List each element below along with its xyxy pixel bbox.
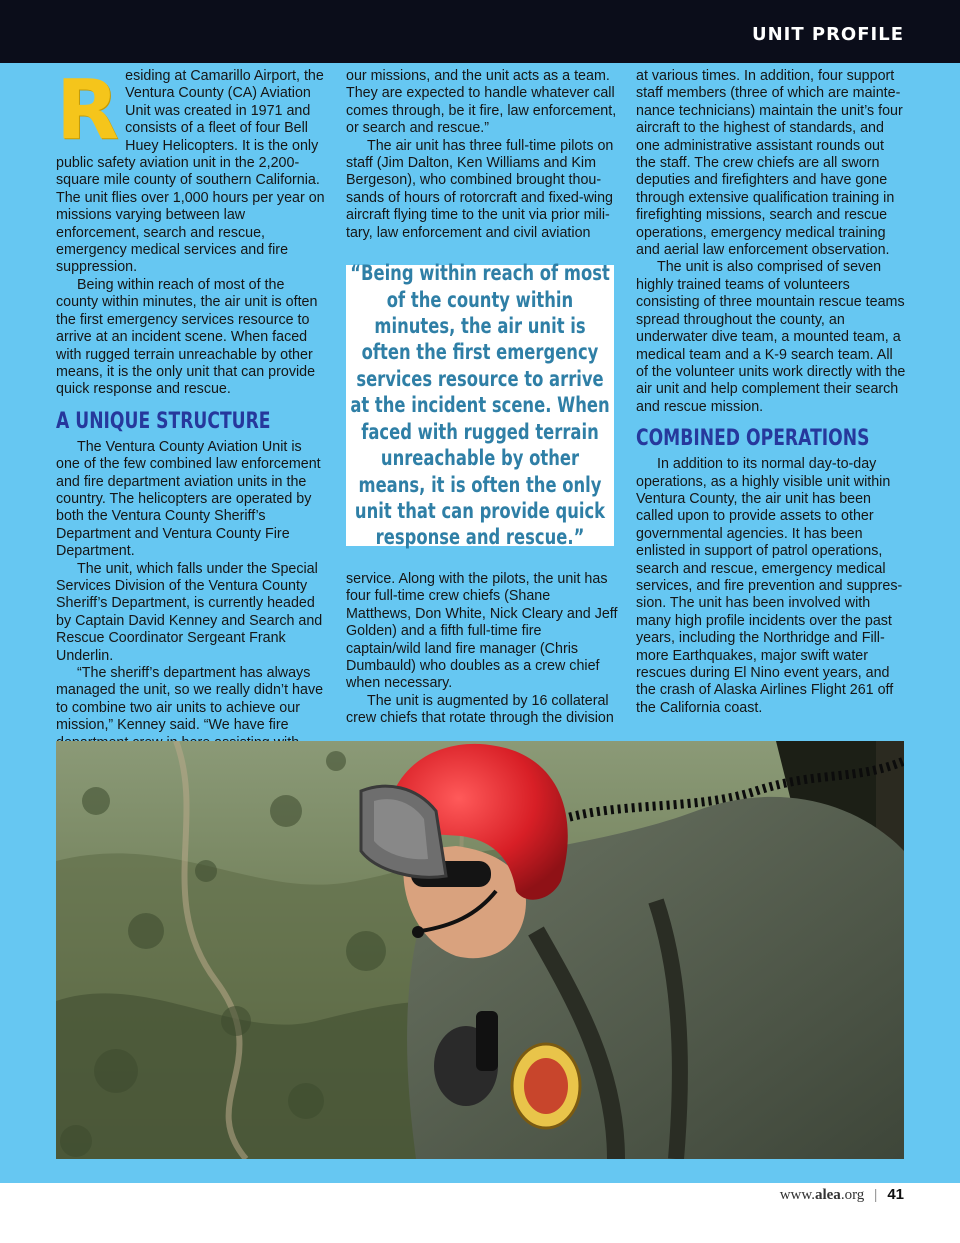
paragraph: Being within reach of most of the county within minutes, the air unit is often the first emergency services resource to arrive at an incident scene. When faced with rugged terrain unreachable by other means, it is the only unit that can provide quick response and rescue. bbox=[56, 276, 318, 398]
lead-paragraph-text: esiding at Camarillo Airport, the Ventura County (CA) Aviation Unit was created in 1971 and consists of a fleet of four Bell Huey Helicopters. It is the only public safety aviation unit in the 2,200-square mile county of southern California. The unit flies over 1,000 hours per year on missions varying between law enforcement, search and rescue, emergency medical services and fire suppression. bbox=[56, 68, 325, 276]
paragraph: The unit, which falls under the Special Services Division of the Ventura County Sheriff’s Department, is currently headed by Captain David Kenney and Search and Rescue Coordinator Sergeant Frank Underlin. bbox=[56, 560, 323, 664]
article-column-1 bbox=[56, 63, 326, 752]
drop-cap: R bbox=[56, 63, 120, 158]
article-column-3 bbox=[636, 68, 906, 717]
paragraph: The unit is augmented by 16 collateral crew chiefs that rotate through the division bbox=[346, 692, 614, 727]
section-label: UNIT PROFILE bbox=[751, 24, 904, 45]
footer-url-domain: alea bbox=[814, 1187, 841, 1203]
lead-paragraph bbox=[56, 63, 326, 277]
header-bar bbox=[0, 0, 960, 63]
paragraph: The unit is also comprised of seven highly trained teams of volunteers consisting of three mountain rescue teams spread throughout the county, an underwater dive team, a mounted team, a medical team and a K-9 search team. All of the volunteer units work directly with the air unit and help complement their search and rescue mission. bbox=[636, 259, 906, 415]
paragraph: The Ventura County Aviation Unit is one of the few combined law enforcement and fire department aviation units in the country. The helicopters are operated by both the Ventura County Sheriff’s Department and Ventura County Fire Department. bbox=[56, 438, 321, 560]
article-column-2-top bbox=[346, 68, 618, 242]
section-heading-unique-structure: A UNIQUE STRUCTURE bbox=[56, 408, 271, 434]
footer-url-suffix: .org bbox=[840, 1187, 865, 1203]
section-heading-combined-operations: COMBINED OPERATIONS bbox=[636, 426, 870, 452]
article-column-2-bottom bbox=[346, 571, 618, 728]
pull-quote-box bbox=[346, 261, 614, 550]
paragraph: our missions, and the unit acts as a team. They are expected to handle whatever call comes through, be it fire, law enforcement, or search and rescue.” bbox=[346, 68, 617, 137]
paragraph: In addition to its normal day-to-day operations, as a highly visible unit within Ventura County, the air unit has been called upon to provide assets to other governmental agencies. It has been enlisted in support of patrol operations, search and rescue, emergency medical services, and fire prevention and suppression. The unit has been involved with many high profile incidents over the past years, including the Northridge and Fillmore Earthquakes, major swift water rescues during El Nino event years, and the crash of Alaska Airlines Flight 261 off the California coast. bbox=[636, 456, 903, 716]
pull-quote: “Being within reach of most of the county within minutes, the air unit is often the first emergency services resource to arrive at the incident scene. When faced with rugged terrain unreachable by other means, it is often the only unit that can provide quick response and rescue.” bbox=[350, 261, 610, 550]
paragraph: The air unit has three full-time pilots on staff (Jim Dalton, Ken Williams and Kim Bergeson), who combined brought thousands of hours of rotorcraft and fixed-wing aircraft flying time to the unit via prior military, law enforcement and civil aviation bbox=[346, 137, 614, 241]
footer-url-prefix: www. bbox=[779, 1187, 815, 1203]
crew-chief-photo bbox=[56, 741, 904, 1159]
paragraph: service. Along with the pilots, the unit has four full-time crew chiefs (Shane Matthews, Don White, Nick Cleary and Jeff Golden) and a fifth full-time fire captain/wild land fire manager (Chris Dumbauld) who doubles as a crew chief when necessary. bbox=[346, 571, 618, 692]
page-footer bbox=[780, 1186, 904, 1204]
footer-separator: | bbox=[874, 1187, 878, 1203]
paragraph: at various times. In addition, four support staff members (three of which are maintenance technicians) maintain the unit’s four aircraft to the highest of standards, and one administrative assistant rounds out the staff. The crew chiefs are all sworn deputies and firefighters and have gone through extensive qualification training in firefighting missions, search and rescue operations, emergency medical training and aerial law enforcement observation. bbox=[636, 68, 903, 259]
page-number: 41 bbox=[887, 1186, 904, 1203]
paragraph: “The sheriff’s department has always managed the unit, so we really didn’t have to combine two air units to achieve our mission,” Kenney said. “We have fire bbox=[56, 665, 324, 734]
